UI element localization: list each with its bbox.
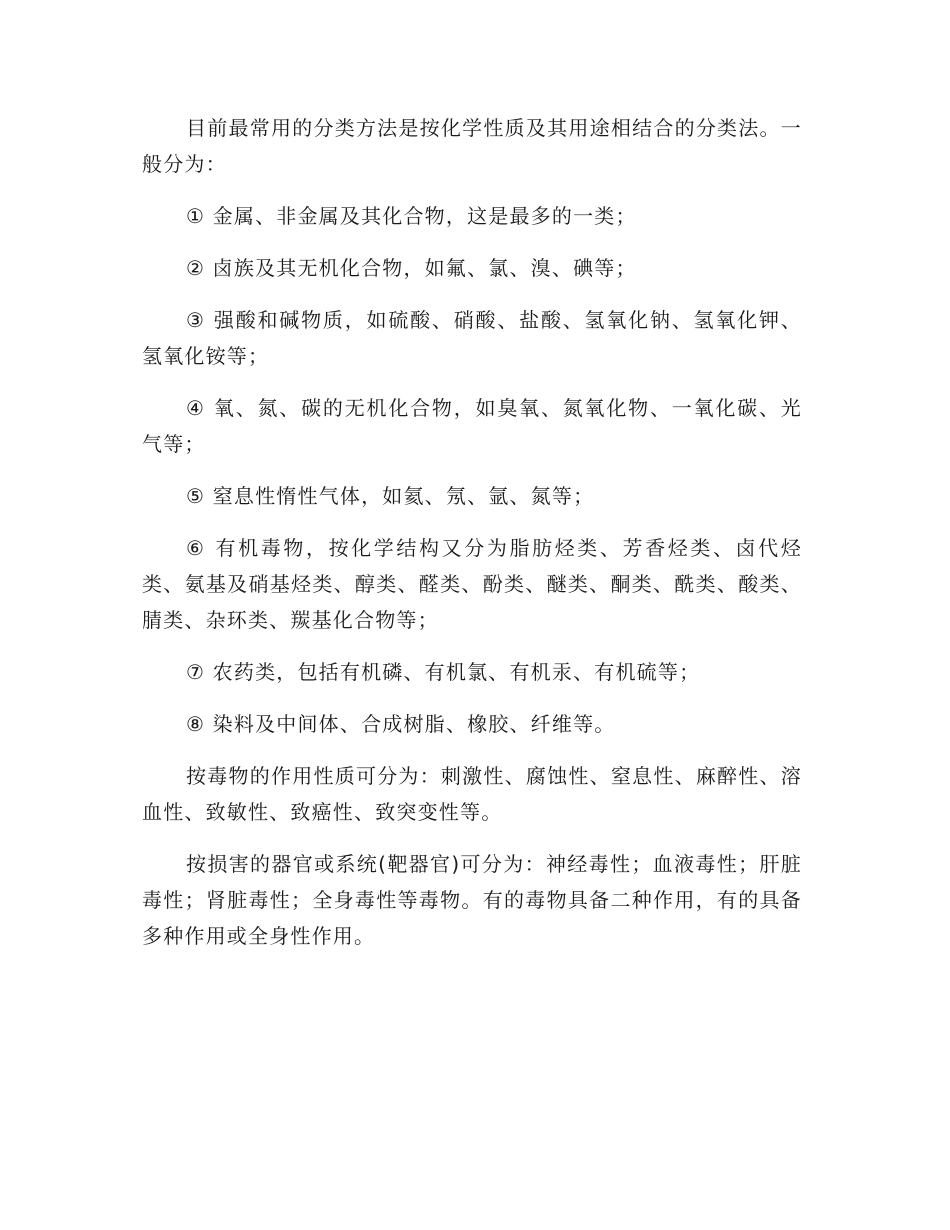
action-classification-paragraph: 按毒物的作用性质可分为：刺激性、腐蚀性、窒息性、麻醉性、溶血性、致敏性、致癌性、致突变性等。 xyxy=(142,764,802,824)
document-body xyxy=(142,110,802,970)
list-item-3: ③ 强酸和碱物质，如硫酸、硝酸、盐酸、氢氧化钠、氢氧化钾、氢氧化铵等； xyxy=(142,308,802,368)
list-item-2: ② 卤族及其无机化合物，如氟、氯、溴、碘等； xyxy=(186,256,637,280)
intro-paragraph: 目前最常用的分类方法是按化学性质及其用途相结合的分类法。一般分为： xyxy=(142,116,802,176)
list-item-7: ⑦ 农药类，包括有机磷、有机氯、有机汞、有机硫等； xyxy=(186,660,701,684)
list-item-4: ④ 氧、氮、碳的无机化合物，如臭氧、氮氧化物、一氧化碳、光气等； xyxy=(142,396,802,456)
list-item-1: ① 金属、非金属及其化合物，这是最多的一类； xyxy=(186,204,637,228)
list-item-6: ⑥ 有机毒物，按化学结构又分为脂肪烃类、芳香烃类、卤代烃类、氨基及硝基烃类、醇类、醛类、酚类、醚类、酮类、酰类、酸类、腈类、杂环类、羰基化合物等； xyxy=(142,536,802,632)
list-item-5: ⑤ 窒息性惰性气体，如氦、氖、氩、氮等； xyxy=(186,484,595,508)
list-item-8: ⑧ 染料及中间体、合成树脂、橡胶、纤维等。 xyxy=(186,712,616,736)
target-organ-paragraph: 按损害的器官或系统(靶器官)可分为：神经毒性；血液毒性；肝脏毒性；肾脏毒性；全身毒性等毒物。有的毒物具备二种作用，有的具备多种作用或全身性作用。 xyxy=(142,852,802,948)
